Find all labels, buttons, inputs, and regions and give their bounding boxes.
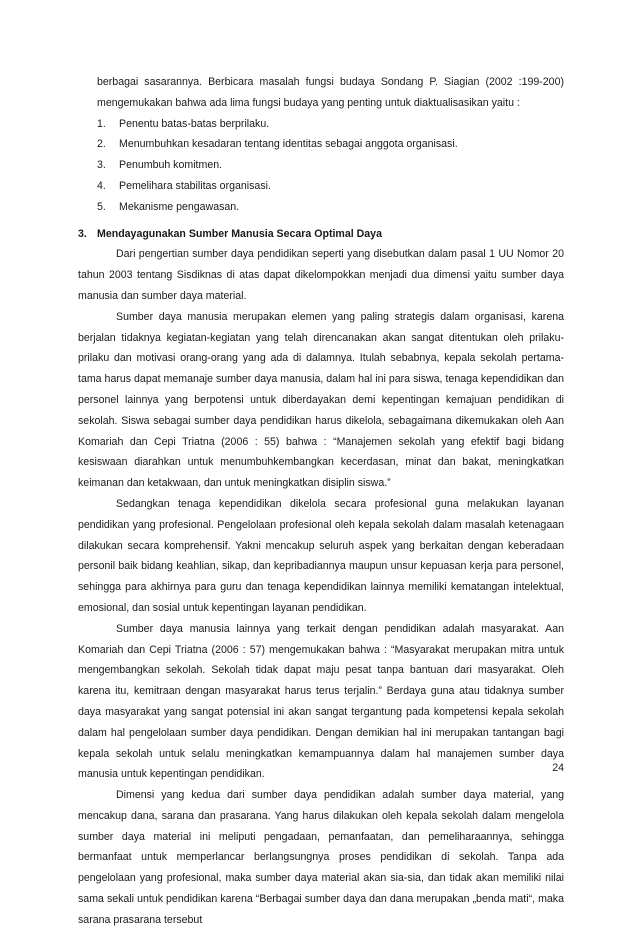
list-text: Penentu batas-batas berprilaku. [119,117,270,130]
culture-functions-list [97,114,564,218]
list-item [97,114,564,135]
page-body [78,72,564,931]
section-number: 3. [78,227,87,240]
list-item [97,176,564,197]
list-number: 2. [97,138,106,151]
body-paragraph: Dari pengertian sumber daya pendidikan seperti yang disebutkan dalam pasal 1 UU Nomor 20 tahun 2003 tentang Sisdiknas di atas dapat dikelompokkan menjadi dua dimensi yaitu sumber daya manusia dan sumber daya material. [78,248,564,302]
list-text: Mekanisme pengawasan. [119,200,240,213]
section-title: Mendayagunakan Sumber Manusia Secara Optimal Daya [97,227,382,240]
list-item [97,134,564,155]
body-paragraph: Sumber daya manusia merupakan elemen yang paling strategis dalam organisasi, karena berjalan tidaknya kegiatan-kegiatan yang telah direncanakan akan sangat ditentukan oleh prilaku-prilaku dan motivasi orang-orang yang ada di dalamnya. Itulah sebabnya, kepala sekolah pertama-tama harus dapat memanaje sumber daya manusia, dalam hal ini para siswa, tenaga kependidikan dan personel lainnya yang berpotensi untuk diberdayakan demi kepentingan kemajuan pendidikan di sekolah. Siswa sebagai sumber daya pendidikan harus dikelola, sebagaimana dikemukakan oleh Aan Komariah dan Cepi Triatna (2006 : 55) bahwa : “Manajemen sekolah yang efektif bagi bidang kesiswaan diarahkan untuk menumbuhkembangkan kecerdasan, minat dan bakat, meningkatkan keimanan dan ketakwaan, dan untuk meningkatkan disiplin siswa.” [78,310,564,490]
list-text: Menumbuhkan kesadaran tentang identitas sebagai anggota organisasi. [119,138,458,151]
body-paragraph: Dimensi yang kedua dari sumber daya pendidikan adalah sumber daya material, yang mencakup dana, sarana dan prasarana. Yang harus dilakukan oleh kepala sekolah dalam mengelola sumber daya material ini meliputi pengadaan, pemanfaatan, dan pemeliharaannya, sehingga bermanfaat untuk memperlancar berlangsungnya proses pendidikan di sekolah. Tanpa ada pengelolaan yang profesional, maka sumber daya material akan sia-sia, dan tidak akan memiliki nilai sama sekali untuk pendidikan karena “Berbagai sumber daya dan dana merupakan „benda mati“, maka sarana prasarana tersebut [78,789,564,926]
list-number: 5. [97,200,106,213]
intro-paragraph: berbagai sasarannya. Berbicara masalah fungsi budaya Sondang P. Siagian (2002 :199-200) mengemukakan bahwa ada lima fungsi budaya yang penting untuk diaktualisasikan yaitu : [97,76,564,109]
body-paragraph: Sumber daya manusia lainnya yang terkait dengan pendidikan adalah masyarakat. Aan Komariah dan Cepi Triatna (2006 : 57) mengemukakan bahwa : “Masyarakat merupakan mitra untuk mengembangkan sekolah. Sekolah tidak dapat maju pesat tanpa bantuan dari masyarakat. Oleh karena itu, kemitraan dengan masyarakat harus terus terjalin.” Berdaya guna atau tidaknya sumber daya masyarakat yang sangat potensial ini akan sangat tergantung pada kompetensi kepala sekolah dalam hal pengelolaan sumber daya pendidikan. Dengan demikian hal ini merupakan tantangan bagi kepala sekolah untuk selalu meningkatkan kemampuannya dalam hal manajemen sumber daya manusia untuk kepentingan pendidikan. [78,622,564,781]
body-paragraph: Sedangkan tenaga kependidikan dikelola secara profesional guna melakukan layanan pendidikan yang profesional. Pengelolaan profesional oleh kepala sekolah dalam masalah ketenagaan dilakukan secara komprehensif. Yakni mencakup seluruh aspek yang berkaitan dengan keberadaan personil baik bidang keahlian, sikap, dan kepribadiannya maupun unsur kepuasan kerja para personel, sehingga para akhirnya para guru dan tenaga kependidikan lainnya memiliki kematangan intelektual, emosional, dan sosial untuk kepentingan layanan pendidikan. [78,497,564,614]
section-heading [78,224,564,245]
list-number: 1. [97,117,106,130]
list-number: 4. [97,179,106,192]
list-item [97,155,564,176]
list-item [97,197,564,218]
list-text: Penumbuh komitmen. [119,159,223,172]
list-number: 3. [97,159,106,172]
list-text: Pemelihara stabilitas organisasi. [119,179,271,192]
page-number: 24 [552,762,564,774]
